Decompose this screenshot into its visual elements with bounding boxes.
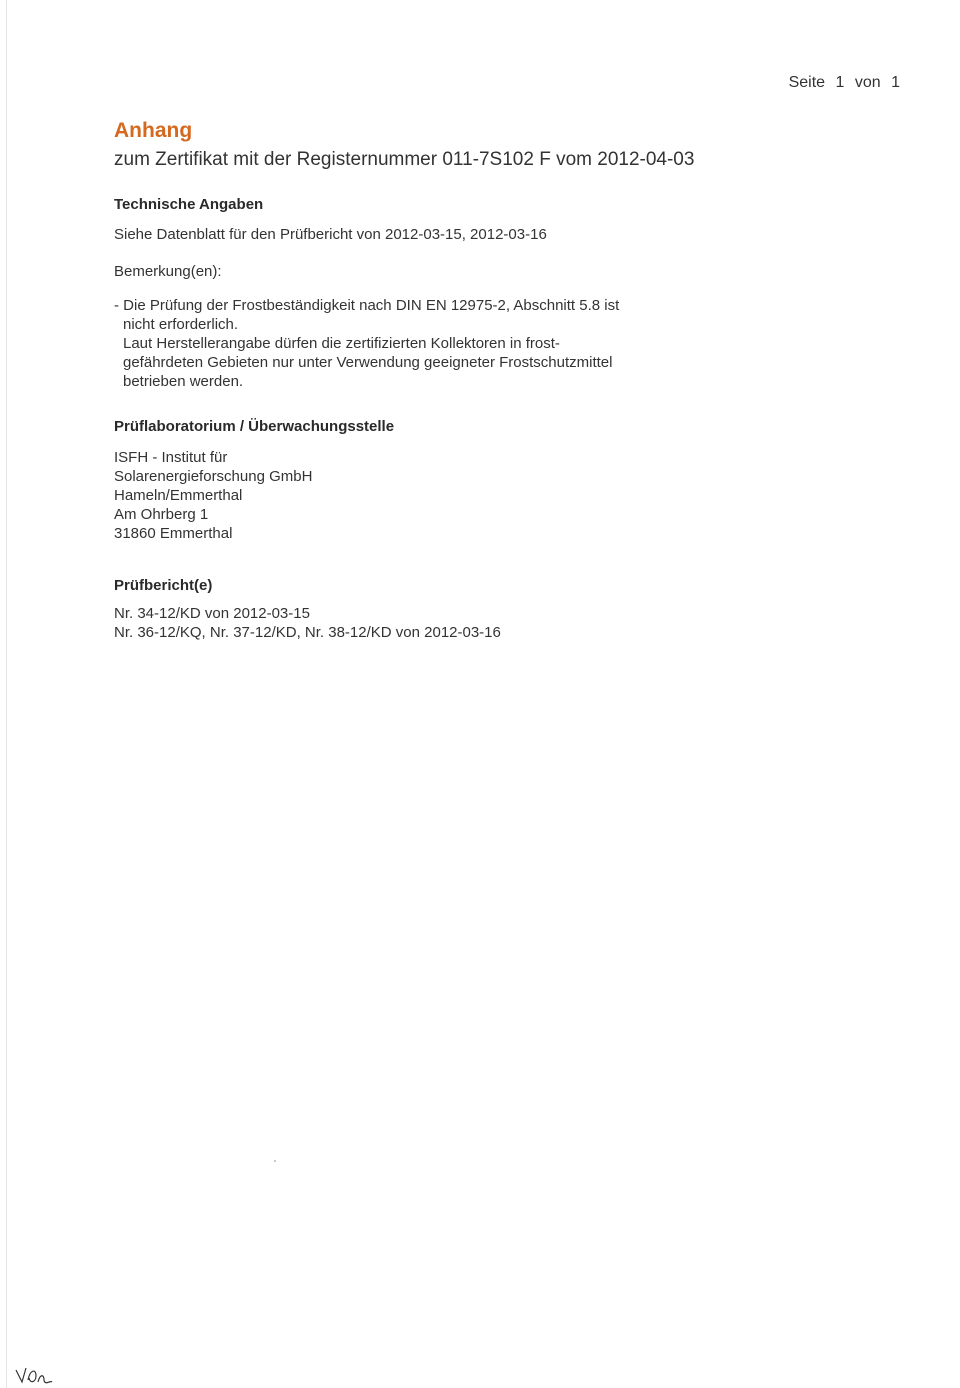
page-label: Seite xyxy=(788,74,826,91)
technical-heading: Technische Angaben xyxy=(114,196,264,213)
reports-list xyxy=(114,604,754,642)
report-line: Nr. 36-12/KQ, Nr. 37-12/KD, Nr. 38-12/KD von 2012-03-16 xyxy=(114,624,501,641)
remark-line: betrieben werden. xyxy=(123,373,244,390)
remark-line: gefährdeten Gebieten nur unter Verwendung geeigneter Frostschutzmittel xyxy=(123,354,613,371)
technical-section xyxy=(114,195,754,244)
address-line: 31860 Emmerthal xyxy=(114,525,233,542)
remark-line: Laut Herstellerangabe dürfen die zertifizierten Kollektoren in frost- xyxy=(123,335,560,352)
lab-heading: Prüflaboratorium / Überwachungsstelle xyxy=(114,418,395,435)
lab-section xyxy=(114,417,754,543)
lab-address xyxy=(114,448,754,543)
page-edge xyxy=(6,0,7,1388)
address-line: Hameln/Emmerthal xyxy=(114,487,243,504)
signature-mark xyxy=(14,1360,72,1388)
document-subtitle: zum Zertifikat mit der Registernummer 011-7S102 F vom 2012-04-03 xyxy=(114,149,695,170)
document-title: Anhang xyxy=(114,119,193,142)
address-line: ISFH - Institut für xyxy=(114,449,228,466)
remarks-block xyxy=(114,296,694,391)
technical-text: Siehe Datenblatt für den Prüfbericht von 2012-03-15, 2012-03-16 xyxy=(114,226,547,243)
page-number xyxy=(783,74,900,92)
reports-heading: Prüfbericht(e) xyxy=(114,577,213,594)
remark-line: - Die Prüfung der Frostbeständigkeit nach DIN EN 12975-2, Abschnitt 5.8 ist xyxy=(114,297,620,314)
remarks-label: Bemerkung(en): xyxy=(114,263,222,280)
page-total: 1 xyxy=(891,74,900,91)
page-of-label: von xyxy=(854,74,881,91)
document-body xyxy=(114,116,754,642)
report-line: Nr. 34-12/KD von 2012-03-15 xyxy=(114,605,310,622)
remark-line: nicht erforderlich. xyxy=(123,316,239,333)
address-line: Solarenergieforschung GmbH xyxy=(114,468,313,485)
page-current: 1 xyxy=(835,74,845,91)
reports-section xyxy=(114,576,754,642)
address-line: Am Ohrberg 1 xyxy=(114,506,209,523)
scan-speck xyxy=(274,1160,276,1162)
